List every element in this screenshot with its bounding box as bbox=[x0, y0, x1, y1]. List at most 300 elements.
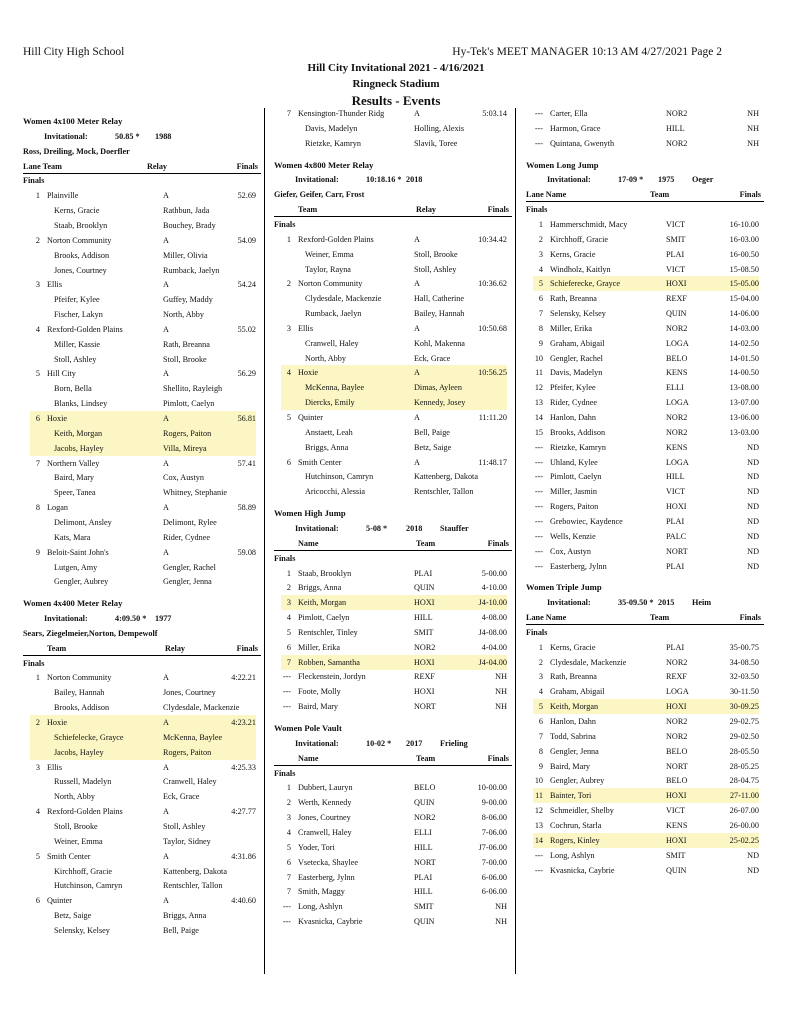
athlete-row bbox=[526, 291, 764, 306]
athlete-row bbox=[526, 425, 764, 440]
relay-member: Russell, Madelyn bbox=[54, 777, 112, 787]
finals-mark: 4-04.00 bbox=[481, 642, 507, 652]
athlete-name: Bainter, Tori bbox=[550, 791, 592, 801]
relay-team-row bbox=[30, 411, 256, 426]
athlete-row bbox=[533, 276, 759, 291]
team-code: PLAI bbox=[414, 872, 433, 882]
place: --- bbox=[282, 687, 291, 697]
relay-members-row bbox=[23, 560, 261, 575]
relay-member: Betz, Saige bbox=[414, 442, 452, 452]
athlete-name: Jones, Courtney bbox=[298, 813, 351, 823]
record-mark: 4:09.50 * bbox=[115, 614, 147, 624]
athlete-row bbox=[281, 655, 507, 670]
athlete-row bbox=[274, 780, 512, 795]
relay-letter: A bbox=[414, 368, 420, 378]
event-title bbox=[274, 721, 512, 736]
relay-member: Rath, Breanna bbox=[163, 339, 210, 349]
team-name: Kensington-Thunder Ridg bbox=[298, 109, 385, 118]
relay-member: Jacobs, Hayley bbox=[54, 747, 104, 757]
place: 1 bbox=[286, 568, 291, 578]
team-code: LOGA bbox=[666, 457, 689, 467]
team-code: NOR2 bbox=[666, 323, 688, 333]
team-code: SMIT bbox=[666, 234, 686, 244]
relay-members-row bbox=[23, 878, 261, 893]
athlete-row bbox=[526, 336, 764, 351]
team-name: Norton Community bbox=[298, 279, 363, 289]
round-label-text: Finals bbox=[23, 658, 45, 668]
finals-mark: J4-04.00 bbox=[478, 657, 507, 667]
relay-member: Weiner, Emma bbox=[54, 836, 103, 846]
finals-mark: 56.29 bbox=[237, 369, 256, 379]
team-code: QUIN bbox=[414, 917, 435, 927]
team-code: HOXI bbox=[666, 702, 687, 712]
place: 2 bbox=[35, 235, 40, 245]
place: --- bbox=[534, 546, 543, 556]
place: 13 bbox=[534, 398, 543, 408]
finals-mark: 15-08.50 bbox=[729, 264, 759, 274]
athlete-name: Pfeifer, Kylee bbox=[550, 383, 596, 393]
place: 14 bbox=[534, 835, 543, 845]
athlete-row bbox=[526, 803, 764, 818]
athlete-name: Grebowiec, Kaydence bbox=[550, 516, 623, 526]
record-label: Invitational: bbox=[44, 131, 88, 141]
relay-team-row bbox=[23, 804, 261, 819]
relay-member: Jones, Courtney bbox=[54, 265, 107, 275]
athlete-name: Miller, Erika bbox=[298, 642, 340, 652]
relay-members-row bbox=[23, 337, 261, 352]
relay-member: Blanks, Lindsey bbox=[54, 399, 108, 409]
relay-members-row bbox=[274, 291, 512, 306]
round-label bbox=[23, 173, 261, 188]
team-name: Rexford-Golden Plains bbox=[47, 807, 123, 817]
place: 7 bbox=[286, 109, 291, 118]
finals-mark: 26-00.00 bbox=[729, 820, 759, 830]
relay-team-row bbox=[23, 188, 261, 203]
relay-member: Shellito, Rayleigh bbox=[163, 384, 223, 394]
relay-member: Rietzke, Kamryn bbox=[305, 138, 361, 148]
place: 12 bbox=[534, 806, 543, 816]
relay-members-row bbox=[23, 307, 261, 322]
column-headers bbox=[274, 202, 512, 217]
record-mark: 10-02 * bbox=[366, 738, 392, 748]
relay-member: Taylor, Sidney bbox=[163, 836, 211, 846]
place: 1 bbox=[286, 234, 291, 244]
athlete-name: Windholz, Kaitlyn bbox=[550, 264, 611, 274]
relay-members-row bbox=[23, 218, 261, 233]
team-code: VICT bbox=[666, 487, 686, 497]
athlete-row bbox=[274, 825, 512, 840]
relay-member: Kattenberg, Dakota bbox=[163, 866, 227, 876]
team-code: NORT bbox=[414, 857, 436, 867]
finals-mark: 52.69 bbox=[237, 191, 256, 201]
team-code: BELO bbox=[666, 776, 688, 786]
athlete-row bbox=[274, 899, 512, 914]
relay-member: Selensky, Kelsey bbox=[54, 925, 110, 935]
place: 15 bbox=[534, 427, 543, 437]
relay-members-row bbox=[23, 485, 261, 500]
place: 11 bbox=[535, 368, 543, 378]
team-code: PLAI bbox=[666, 642, 685, 652]
relay-member: Dimas, Ayleen bbox=[414, 383, 462, 393]
finals-mark: 14-06.00 bbox=[729, 309, 759, 319]
team-name: Hill City bbox=[47, 369, 76, 379]
athlete-row bbox=[526, 499, 764, 514]
finals-mark: 58.89 bbox=[237, 503, 256, 513]
athlete-row bbox=[274, 870, 512, 885]
software-header: Hy-Tek's MEET MANAGER 10:13 AM 4/27/2021 Page 2 bbox=[452, 46, 722, 58]
place: 3 bbox=[35, 762, 40, 772]
finals-mark: 30-09.25 bbox=[729, 702, 759, 712]
athlete-name: Cochrun, Starla bbox=[550, 820, 602, 830]
finals-mark: ND bbox=[747, 546, 759, 556]
athlete-name: Cox, Austyn bbox=[550, 546, 591, 556]
team-name: Quinter bbox=[298, 413, 324, 422]
place: 6 bbox=[538, 717, 543, 726]
finals-mark: 11:11.20 bbox=[478, 413, 507, 422]
athlete-row bbox=[526, 559, 764, 574]
place: 6 bbox=[538, 294, 543, 304]
record-holders-text: Sears, Ziegelmeier,Norton, Dempewolf bbox=[23, 628, 158, 638]
finals-mark: ND bbox=[747, 531, 759, 541]
athlete-row bbox=[274, 640, 512, 655]
athlete-row bbox=[274, 580, 512, 595]
athlete-name: Clydesdale, Mackenzie bbox=[550, 657, 627, 667]
team-name: Hoxie bbox=[47, 718, 68, 727]
event-title bbox=[274, 506, 512, 521]
place: --- bbox=[534, 865, 543, 875]
place: 3 bbox=[35, 280, 40, 290]
athlete-row bbox=[526, 655, 764, 670]
relay-member: Pimlott, Caelyn bbox=[163, 399, 215, 409]
athlete-name: Wells, Kenzie bbox=[550, 531, 596, 541]
record-label: Invitational: bbox=[44, 614, 88, 624]
finals-mark: 30-11.50 bbox=[729, 687, 759, 697]
finals-mark: 14-00.50 bbox=[729, 368, 759, 378]
athlete-name: Fleckenstein, Jordyn bbox=[298, 672, 366, 682]
place: 7 bbox=[538, 309, 543, 319]
finals-mark: J4-10.00 bbox=[478, 598, 507, 608]
column-header-finals: Finals bbox=[236, 643, 258, 653]
athlete-row bbox=[526, 484, 764, 499]
relay-member: Kerns, Gracie bbox=[54, 206, 100, 216]
team-code: NOR2 bbox=[414, 642, 436, 652]
athlete-row bbox=[274, 810, 512, 825]
athlete-row bbox=[526, 669, 764, 684]
relay-members-row bbox=[30, 426, 256, 441]
relay-members-row bbox=[23, 574, 261, 589]
column-header-name: Team bbox=[298, 205, 318, 215]
event-title bbox=[274, 158, 512, 173]
relay-members-row bbox=[30, 441, 256, 456]
finals-mark: 7-06.00 bbox=[481, 827, 507, 837]
athlete-row bbox=[526, 544, 764, 559]
place: 1 bbox=[538, 642, 543, 652]
athlete-name: Graham, Abigail bbox=[550, 338, 605, 348]
record-holders-text: Ross, Dreiling, Mock, Doerfler bbox=[23, 146, 130, 156]
column-headers bbox=[274, 536, 512, 551]
event-title bbox=[23, 596, 261, 611]
column-headers bbox=[526, 187, 764, 202]
relay-member: North, Abby bbox=[163, 310, 204, 320]
relay-letter: A bbox=[163, 547, 169, 557]
event-title-text: Women Long Jump bbox=[526, 159, 599, 170]
record-holder: Frieling bbox=[440, 738, 468, 748]
team-code: NOR2 bbox=[414, 813, 436, 823]
finals-mark: 15-04.00 bbox=[729, 294, 759, 304]
team-name: Ellis bbox=[47, 762, 63, 772]
relay-member: Betz, Saige bbox=[54, 911, 92, 921]
team-code: VICT bbox=[666, 806, 686, 816]
round-label-text: Finals bbox=[274, 219, 296, 229]
relay-letter: A bbox=[414, 234, 420, 244]
team-code: QUIN bbox=[666, 865, 687, 875]
relay-team-row bbox=[23, 849, 261, 864]
place: 1 bbox=[35, 673, 40, 683]
relay-member: Lutgen, Amy bbox=[54, 562, 98, 572]
record-holders-text: Giefer, Geifer, Carr, Frost bbox=[274, 190, 365, 200]
athlete-name: Hammerschmidt, Macy bbox=[550, 219, 628, 229]
place: 2 bbox=[538, 657, 543, 667]
relay-member: Cranwell, Haley bbox=[163, 777, 217, 787]
relay-member: Miller, Kassie bbox=[54, 339, 101, 349]
athlete-row bbox=[274, 669, 512, 684]
team-code: REXF bbox=[666, 294, 687, 304]
relay-member: Cranwell, Haley bbox=[305, 338, 359, 348]
team-code: PLAI bbox=[414, 568, 433, 578]
place: 4 bbox=[286, 613, 291, 623]
finals-mark: ND bbox=[747, 865, 759, 875]
relay-members-row bbox=[274, 484, 512, 499]
athlete-row bbox=[526, 232, 764, 247]
finals-mark: 5:03.14 bbox=[482, 109, 507, 118]
athlete-name: Harmon, Grace bbox=[550, 123, 601, 133]
athlete-name: Vsetecka, Shaylee bbox=[298, 857, 359, 867]
relay-member: Briggs, Anna bbox=[305, 442, 349, 452]
relay-members-row bbox=[274, 306, 512, 321]
place: 5 bbox=[538, 279, 543, 289]
finals-mark: 4:22.21 bbox=[231, 673, 256, 683]
record-mark: 10:18.16 * bbox=[366, 175, 402, 185]
finals-mark: 10:36.62 bbox=[478, 279, 507, 289]
team-code: HILL bbox=[414, 842, 433, 852]
athlete-row bbox=[526, 759, 764, 774]
athlete-row bbox=[526, 106, 764, 121]
relay-member: Taylor, Rayna bbox=[305, 264, 351, 274]
athlete-name: Werth, Kennedy bbox=[298, 798, 352, 808]
finals-mark: NH bbox=[747, 123, 759, 133]
team-code: VICT bbox=[666, 264, 686, 274]
record-year: 1977 bbox=[155, 614, 172, 624]
athlete-row bbox=[281, 595, 507, 610]
relay-letter: A bbox=[163, 369, 169, 379]
record-holders bbox=[23, 144, 261, 159]
athlete-row bbox=[533, 833, 759, 848]
place: --- bbox=[282, 702, 291, 712]
school-name: Hill City High School bbox=[23, 46, 125, 58]
relay-member: Diercks, Emily bbox=[305, 398, 355, 408]
record-line bbox=[526, 172, 764, 187]
round-label-text: Finals bbox=[526, 205, 548, 215]
relay-letter: A bbox=[163, 324, 169, 334]
place: 9 bbox=[538, 338, 543, 348]
team-code: PALC bbox=[666, 531, 687, 541]
place: 1 bbox=[538, 219, 543, 229]
relay-letter: A bbox=[163, 718, 169, 727]
record-year: 1975 bbox=[658, 175, 675, 185]
relay-member: Jones, Courtney bbox=[163, 688, 216, 698]
relay-member: Gengler, Jenna bbox=[163, 577, 212, 587]
place: --- bbox=[534, 850, 543, 860]
relay-members-row bbox=[281, 380, 507, 395]
place: 2 bbox=[286, 798, 291, 808]
relay-member: Rumback, Jaelyn bbox=[163, 265, 220, 275]
place: 12 bbox=[534, 383, 543, 393]
finals-mark: J7-06.00 bbox=[478, 842, 507, 852]
relay-letter: A bbox=[163, 673, 169, 683]
athlete-row bbox=[526, 684, 764, 699]
relay-members-row bbox=[23, 470, 261, 485]
relay-member: Stoll, Brooke bbox=[163, 354, 207, 364]
finals-mark: 59.08 bbox=[237, 547, 256, 557]
finals-mark: 7-00.00 bbox=[481, 857, 507, 867]
place: 4 bbox=[35, 324, 40, 334]
relay-members-row bbox=[281, 395, 507, 410]
team-code: KENS bbox=[666, 820, 688, 830]
record-line bbox=[526, 595, 764, 610]
relay-member: Bailey, Hannah bbox=[54, 688, 105, 698]
record-year: 2017 bbox=[406, 738, 423, 748]
place: 4 bbox=[286, 368, 291, 378]
relay-letter: A bbox=[163, 896, 169, 906]
finals-mark: 16-10.00 bbox=[729, 219, 759, 229]
relay-members-row bbox=[274, 121, 512, 136]
event-title-text: Women 4x100 Meter Relay bbox=[23, 116, 123, 126]
relay-members-row bbox=[23, 923, 261, 938]
relay-member: Hutchinson, Camryn bbox=[54, 881, 123, 891]
team-name: Rexford-Golden Plains bbox=[47, 324, 123, 334]
relay-team-row bbox=[23, 500, 261, 515]
finals-mark: NH bbox=[495, 902, 507, 912]
athlete-name: Pimlott, Caelyn bbox=[298, 613, 350, 623]
finals-mark: 28-05.50 bbox=[729, 746, 759, 756]
place: 7 bbox=[286, 887, 291, 897]
event-title bbox=[526, 580, 764, 595]
finals-mark: ND bbox=[747, 472, 759, 482]
finals-mark: 4:25.33 bbox=[231, 762, 256, 772]
place: 14 bbox=[534, 413, 543, 422]
relay-member: Pfeifer, Kylee bbox=[54, 295, 100, 305]
relay-member: Bell, Paige bbox=[163, 925, 199, 935]
finals-mark: 14-03.00 bbox=[729, 323, 759, 333]
place: --- bbox=[534, 123, 543, 133]
relay-members-row bbox=[23, 819, 261, 834]
round-label-text: Finals bbox=[23, 176, 45, 186]
finals-mark: 54.24 bbox=[237, 280, 256, 290]
finals-mark: 57.41 bbox=[237, 458, 256, 468]
finals-mark: 13-06.00 bbox=[729, 413, 759, 422]
finals-mark: NH bbox=[495, 687, 507, 697]
column-header-team: Relay bbox=[165, 643, 186, 653]
record-label: Invitational: bbox=[295, 175, 339, 185]
athlete-name: Kvasnicka, Caybrie bbox=[298, 917, 363, 927]
finals-mark: ND bbox=[747, 561, 759, 571]
athlete-row bbox=[526, 818, 764, 833]
record-mark: 35-09.50 * bbox=[618, 598, 654, 608]
athlete-name: Rentschler, Tinley bbox=[298, 627, 358, 637]
team-code: NOR2 bbox=[666, 427, 688, 437]
record-holder: Stauffer bbox=[440, 523, 469, 533]
athlete-name: Davis, Madelyn bbox=[550, 368, 603, 378]
finals-mark: 54.09 bbox=[237, 235, 256, 245]
team-name: Quinter bbox=[47, 896, 73, 906]
relay-members-row bbox=[23, 515, 261, 530]
team-code: NOR2 bbox=[666, 657, 688, 667]
athlete-row bbox=[274, 855, 512, 870]
finals-mark: ND bbox=[747, 487, 759, 497]
relay-member: Stoll, Brooke bbox=[54, 821, 98, 831]
team-code: PLAI bbox=[666, 561, 685, 571]
column-header-name: Name bbox=[298, 538, 319, 548]
finals-mark: 14-02.50 bbox=[729, 338, 759, 348]
place: 5 bbox=[35, 851, 40, 861]
finals-mark: 4:23.21 bbox=[231, 718, 256, 727]
relay-members-row bbox=[274, 351, 512, 366]
relay-member: Briggs, Anna bbox=[163, 911, 207, 921]
team-code: ELLI bbox=[666, 383, 684, 393]
finals-mark: 9-00.00 bbox=[481, 798, 507, 808]
relay-member: Stoll, Ashley bbox=[163, 821, 206, 831]
place: 4 bbox=[35, 807, 40, 817]
place: 2 bbox=[286, 279, 291, 289]
relay-member: North, Abby bbox=[305, 353, 346, 363]
column-headers bbox=[274, 751, 512, 766]
column-header-finals: Finals bbox=[236, 161, 258, 171]
column-headers bbox=[23, 641, 261, 656]
relay-team-row bbox=[23, 366, 261, 381]
athlete-row bbox=[526, 380, 764, 395]
place: 1 bbox=[286, 783, 291, 793]
relay-member: Delimont, Ansley bbox=[54, 517, 112, 527]
athlete-row bbox=[274, 795, 512, 810]
record-mark: 50.85 * bbox=[115, 131, 140, 141]
athlete-row bbox=[526, 365, 764, 380]
finals-mark: 28-05.25 bbox=[729, 761, 759, 771]
athlete-name: Rogers, Kinley bbox=[550, 835, 600, 845]
athlete-name: Kirchhoff, Gracie bbox=[550, 234, 609, 244]
relay-member: Hutchinson, Camryn bbox=[305, 472, 374, 482]
relay-letter: A bbox=[414, 323, 420, 333]
athlete-row bbox=[526, 640, 764, 655]
team-code: NORT bbox=[666, 761, 688, 771]
record-line bbox=[274, 521, 512, 536]
relay-team-row bbox=[23, 456, 261, 471]
athlete-name: Selensky, Kelsey bbox=[550, 309, 606, 319]
athlete-name: Miller, Erika bbox=[550, 323, 592, 333]
athlete-row bbox=[526, 440, 764, 455]
relay-team-row bbox=[274, 321, 512, 336]
place: 7 bbox=[286, 657, 291, 667]
relay-members-row bbox=[23, 908, 261, 923]
athlete-name: Quintana, Gwenyth bbox=[550, 138, 615, 148]
round-label-text: Finals bbox=[274, 553, 296, 563]
relay-letter: A bbox=[163, 280, 169, 290]
column-divider bbox=[515, 108, 516, 974]
athlete-row bbox=[526, 729, 764, 744]
relay-letter: A bbox=[414, 457, 420, 467]
column-header-name: Team bbox=[47, 643, 67, 653]
athlete-row bbox=[526, 848, 764, 863]
relay-member: Fischer, Lakyn bbox=[54, 310, 103, 320]
